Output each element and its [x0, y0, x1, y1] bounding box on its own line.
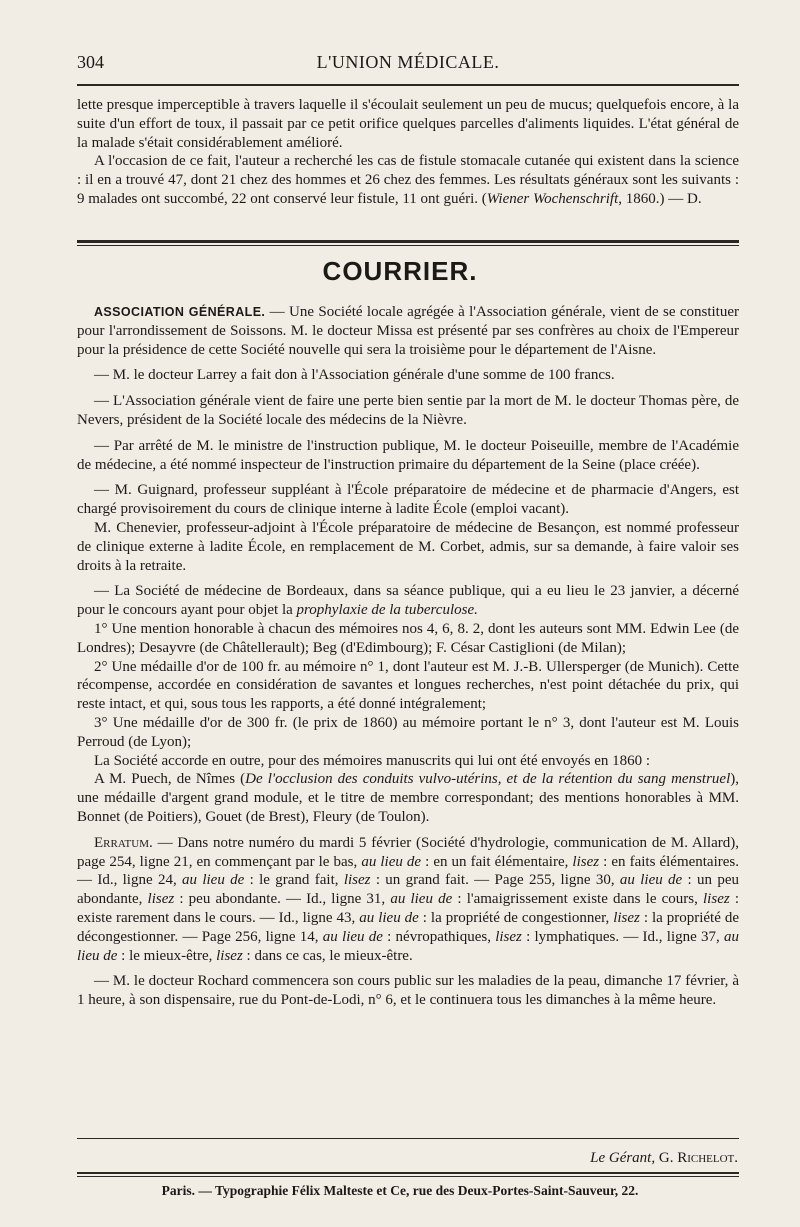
- section-title: COURRIER.: [322, 256, 478, 286]
- article-end: [77, 96, 739, 209]
- news-item-larrey: — M. le docteur Larrey a fait don à l'Association générale d'une somme de 100 francs.: [94, 367, 615, 384]
- header-rule: [77, 84, 739, 86]
- article-paragraph: lette presque imperceptible à travers laquelle il s'écoulait seulement un peu de mucus; quelquefois encore, à la suite d'un effort de toux, il passait par ce petit orifice quelques parcelles d'aliments liquides. L'état général de la malade s'était considérablement amélioré.: [77, 97, 739, 151]
- footer-rule: [77, 1172, 739, 1174]
- signature: [590, 1150, 738, 1167]
- prize-item-2: 2° Une médaille d'or de 100 fr. au mémoire n° 1, dont l'auteur est M. J.-B. Ullersperger (de Munich). Cette récompense, accordée en considération de savantes et longues recherches, n'est point détachée du prix, qui reste intact, et qui, sous tous les rapports, a été donné intégralement;: [77, 658, 739, 713]
- closing-rule: [77, 1138, 739, 1139]
- signature-label: Le Gérant,: [590, 1150, 656, 1166]
- news-item-manuscrits: La Société accorde en outre, pour des mémoires manuscrits qui lui ont été envoyés en 1860 :: [94, 752, 651, 769]
- source-citation: Wiener Wochenschrift: [486, 190, 619, 207]
- memoir-title: De l'occlusion des conduits vulvo-utérins, et de la rétention du sang menstruel: [245, 771, 731, 788]
- section-rule: [77, 240, 739, 243]
- item-label: ASSOCIATION GÉNÉRALE.: [94, 305, 266, 319]
- running-title: L'UNION MÉDICALE.: [316, 52, 500, 72]
- erratum-label: Erratum.: [94, 834, 153, 851]
- erratum: Erratum. — Dans notre numéro du mardi 5 février (Société d'hydrologie, communication de M. Allard), page 254, ligne 21, en commençant par le bas, au lieu de : en un fait élémentaire, lisez : en faits élémentaires. — Id., ligne 24, au lieu de : le grand fait, lisez : un grand fait. — Page 255, ligne 30, au lieu de : un peu abondante, lisez : peu abondante. — Id., ligne 31, au lieu de : l'amaigrissement existe dans le cours, lisez : existe rarement dans le cours. — Id., ligne 43, au lieu de : la propriété de congestionner, lisez : la propriété de décongestionner. — Page 256, ligne 14, au lieu de : névropathiques, lisez : lymphatiques. — Id., ligne 37, au lieu de : le mieux-être, lisez : dans ce cas, le mieux-être.: [77, 834, 740, 964]
- prize-item-3: 3° Une médaille d'or de 300 fr. (le prix de 1860) au mémoire portant le n° 3, dont l'auteur est M. Louis Perroud (de Lyon);: [77, 714, 739, 750]
- news-item-poiseuille: — Par arrêté de M. le ministre de l'instruction publique, M. le docteur Poiseuille, membre de l'Académie de médecine, a été nommé inspecteur de l'instruction primaire du département de la Seine (place créée).: [77, 437, 739, 473]
- contest-topic: prophylaxie de la tuberculose.: [296, 602, 478, 619]
- news-item-association: ASSOCIATION GÉNÉRALE. — Une Société locale agrégée à l'Association générale, vient de se constituer pour l'arrondissement de Soissons. M. le docteur Missa est présenté par ses confrères au choix de l'Empereur pour la présidence de cette Société nouvelle qui sera la troisième pour le département de l'Aisne.: [77, 304, 739, 358]
- footer-rule-thin: [77, 1176, 739, 1177]
- page-number: 304: [77, 52, 104, 72]
- courrier-section: [77, 303, 739, 1010]
- news-item-rochard: — M. le docteur Rochard commencera son cours public sur les maladies de la peau, dimanche 17 février, à 1 heure, à son dispensaire, rue du Pont-de-Lodi, n° 6, et le continuera tous les dimanches à la même heure.: [77, 973, 739, 1009]
- news-item-puech: A M. Puech, de Nîmes (De l'occlusion des conduits vulvo-utérins, et de la rétention du sang menstruel), une médaille d'argent grand module, et le titre de membre correspondant; des mentions honorables à MM. Bonnet (de Poitiers), Gouet (de Brest), Fleury (de Toulon).: [77, 771, 740, 825]
- section-rule-thin: [77, 245, 739, 246]
- signature-name: G. Richelot.: [658, 1150, 738, 1166]
- printer-imprint: Paris. — Typographie Félix Malteste et Ce, rue des Deux-Portes-Saint-Sauveur, 22.: [161, 1183, 639, 1198]
- article-paragraph-conclusion: A l'occasion de ce fait, l'auteur a recherché les cas de fistule stomacale cutanée qui existent dans la science : il en a trouvé 47, dont 21 chez des hommes et 26 chez des femmes. Les résultats généraux sont les suivants : 9 malades ont succombé, 22 ont conservé leur fistule, 11 ont guéri. (Wiener Wochenschrift, 1860.) — D.: [77, 153, 739, 207]
- news-item-guignard: — M. Guignard, professeur suppléant à l'École préparatoire de médecine et de pharmacie d'Angers, est chargé provisoirement du cours de clinique interne à ladite École (emploi vacant).: [77, 482, 739, 518]
- prize-item-1: 1° Une mention honorable à chacun des mémoires nos 4, 6, 8. 2, dont les auteurs sont MM. Edwin Lee (de Londres); Desayvre (de Châtellerault); Beg (d'Edimbourg); F. César Castiglioni (de Milan);: [77, 620, 739, 656]
- news-item-chenevier: M. Chenevier, professeur-adjoint à l'École préparatoire de médecine de Besançon, est nommé professeur de clinique externe à ladite École, en remplacement de M. Corbet, admis, sur sa demande, à faire valoir ses droits à la retraite.: [77, 519, 739, 574]
- news-item-thomas: — L'Association générale vient de faire une perte bien sentie par la mort de M. le docteur Thomas père, de Nevers, président de la Société locale des médecins de la Nièvre.: [77, 393, 739, 428]
- news-item-bordeaux: — La Société de médecine de Bordeaux, dans sa séance publique, qui a eu lieu le 23 janvier, a décerné pour le concours ayant pour objet la prophylaxie de la tuberculose.: [77, 583, 739, 619]
- page-header: [77, 52, 739, 74]
